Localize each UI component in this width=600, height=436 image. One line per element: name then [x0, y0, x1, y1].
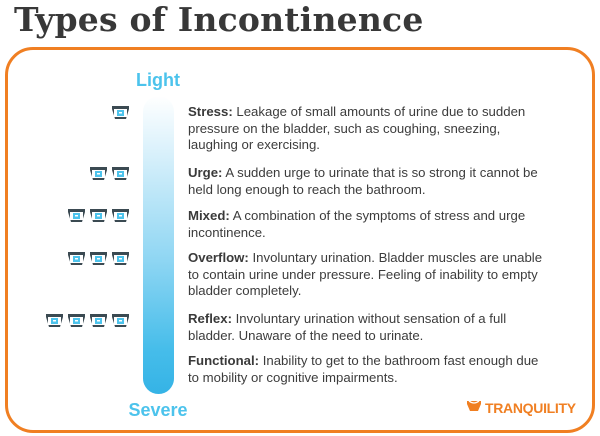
underwear-icon — [111, 166, 130, 181]
entry-description: Leakage of small amounts of urine due to sudden pressure on the bladder, such as coughing, sneezing, laughing or exercising. — [188, 104, 526, 152]
brand-logo — [466, 399, 576, 417]
scale-bottom-label: Severe — [128, 400, 188, 420]
entry-name: Urge: — [188, 165, 223, 180]
entry-stress — [188, 104, 548, 154]
entry-urge — [188, 165, 548, 198]
entry-description: Involuntary urination. Bladder muscles are unable to contain urine under pressure. Feeling of inability to empty bladder completely. — [188, 250, 543, 298]
stress-icons — [111, 105, 130, 120]
underwear-icon — [67, 208, 86, 223]
brand-name: TRANQUILITY — [485, 400, 576, 416]
urge-icons — [89, 166, 130, 181]
scale-top-label: Light — [136, 70, 180, 90]
entry-name: Stress: — [188, 104, 233, 119]
entry-description: Inability to get to the bathroom fast enough due to mobility or cognitive impairments. — [188, 353, 539, 385]
entry-name: Reflex: — [188, 311, 232, 326]
underwear-icon — [67, 251, 86, 266]
entry-mixed — [188, 208, 548, 241]
underwear-icon — [89, 251, 108, 266]
entry-name: Functional: — [188, 353, 260, 368]
overflow-icons — [67, 251, 130, 266]
page-title: Types of Incontinence — [14, 0, 424, 39]
entry-name: Overflow: — [188, 250, 249, 265]
entry-description: Involuntary urination without sensation of a full bladder. Unaware of the need to urinate. — [188, 311, 507, 343]
underwear-icon — [89, 166, 108, 181]
entry-description: A combination of the symptoms of stress and urge incontinence. — [188, 208, 526, 240]
reflex-icons — [45, 313, 130, 328]
underwear-icon — [89, 208, 108, 223]
underwear-icon — [111, 208, 130, 223]
tranquility-logo-icon — [466, 399, 482, 417]
underwear-icon — [89, 313, 108, 328]
underwear-icon — [45, 313, 64, 328]
entry-overflow — [188, 250, 548, 300]
underwear-icon — [111, 105, 130, 120]
entry-name: Mixed: — [188, 208, 230, 223]
severity-scale-bar — [143, 96, 174, 394]
entry-description: A sudden urge to urinate that is so strong it cannot be held long enough to reach the bathroom. — [188, 165, 538, 197]
entry-functional — [188, 353, 548, 386]
entry-reflex — [188, 311, 548, 344]
underwear-icon — [111, 313, 130, 328]
underwear-icon — [111, 251, 130, 266]
mixed-icons — [67, 208, 130, 223]
underwear-icon — [67, 313, 86, 328]
